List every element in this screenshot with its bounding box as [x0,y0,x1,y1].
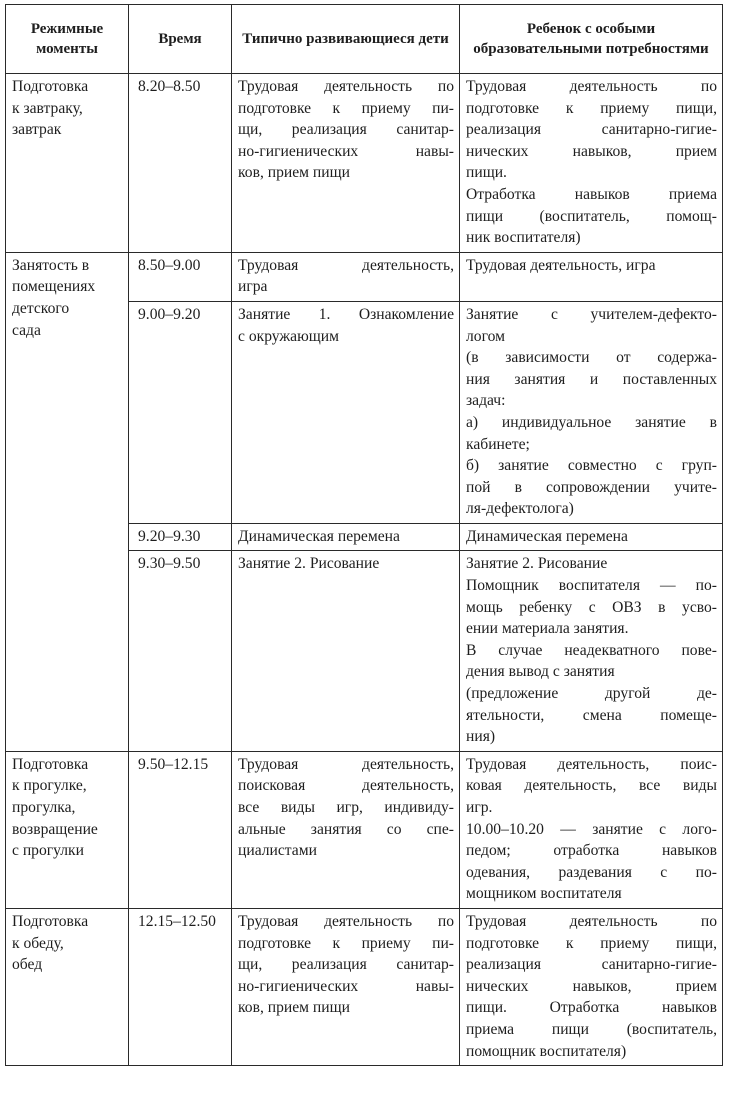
cell-line: к обеду, [12,934,64,952]
cell-line: реализация санитарно-гигие- [466,121,717,139]
cell-line: кабинете; [466,435,530,453]
cell-line: подготовке к приему пи- [238,934,454,952]
typical-cell [232,908,460,1065]
cell-line: к прогулке, [12,777,87,795]
regime-cell [6,74,129,253]
cell-line: обед [12,956,43,974]
cell-line: Трудовая деятельность, [238,256,454,274]
cell-line: но-гигиенических навы- [238,977,454,995]
table-row [6,74,723,253]
time-cell: 9.20–9.30 [129,523,232,551]
time-cell: 9.00–9.20 [129,301,232,523]
cell-line: щи, реализация санитар- [238,956,454,974]
time-cell: 9.50–12.15 [129,751,232,908]
typical-cell [232,301,460,523]
cell-line: пищи (воспитатель, помощ- [466,207,717,225]
cell-line: ков, прием пищи [238,999,350,1017]
cell-line: к завтраку, [12,99,83,117]
cell-line: реализация санитарно-гигие- [466,956,717,974]
header-special: Ребенок с особыми образовательными потребностями [460,5,723,74]
cell-line: Трудовая деятельность, [238,755,454,773]
cell-line: ния) [466,728,496,746]
cell-line: В случае неадекватного пове- [466,641,717,659]
regime-table [5,4,723,1066]
cell-line: с прогулки [12,842,84,860]
cell-line: дения вывод с занятия [466,663,615,681]
cell-line: пищи. Отработка навыков [466,999,717,1017]
cell-line: Подготовка [12,912,89,930]
cell-line: Подготовка [12,78,89,95]
cell-line: пищи. [466,164,507,182]
cell-line: Трудовая деятельность по [466,912,717,930]
typical-cell [232,252,460,301]
cell-line: ков, прием пищи [238,164,350,182]
header-typical: Типично развивающиеся дети [232,5,460,74]
cell-line: но-гигиенических навы- [238,142,454,160]
special-cell [460,523,723,551]
regime-cell [6,751,129,908]
cell-line: Динамическая перемена [238,527,400,545]
cell-line: ятельности, смена помеще- [466,706,717,724]
regime-cell [6,908,129,1065]
cell-line: Трудовая деятельность по [466,78,717,95]
table-row [6,252,723,301]
cell-line: альные занятия со спе- [238,820,454,838]
cell-line: помощник воспитателя) [466,1042,627,1060]
cell-line: Занятие 2. Рисование [466,555,608,573]
cell-line: Динамическая перемена [466,527,628,545]
cell-line: одевания, раздевания с по- [466,863,717,881]
cell-line: Трудовая деятельность по [238,78,454,95]
cell-line: подготовке к приему пи- [238,99,454,117]
cell-line: Занятость в [12,256,90,274]
cell-line: завтрак [12,121,62,139]
cell-line: Занятие 2. Рисование [238,555,380,573]
special-cell [460,751,723,908]
time-cell: 8.50–9.00 [129,252,232,301]
cell-line: игр. [466,799,493,816]
cell-line: мощь ребенку с ОВЗ в усво- [466,598,717,616]
special-cell [460,301,723,523]
table-row [6,751,723,908]
cell-line: Отработка навыков приема [466,185,717,203]
cell-line: педом; отработка навыков [466,842,717,860]
cell-line: щи, реализация санитар- [238,121,454,139]
cell-line: ковая деятельность, все виды [466,777,717,795]
cell-line: возвращение [12,820,98,838]
special-cell [460,74,723,253]
cell-line: поисковая деятельность, [238,777,454,795]
cell-line: детского [12,299,70,317]
cell-line: Трудовая деятельность, поис- [466,755,717,773]
cell-line: 10.00–10.20 — занятие с лого- [466,820,717,838]
cell-line: нических навыков, прием [466,977,717,995]
cell-line: сада [12,321,41,339]
cell-line: (в зависимости от содержа- [466,349,717,367]
table-header-row [6,5,723,74]
cell-line: прогулка, [12,799,76,816]
typical-cell [232,751,460,908]
regime-cell [6,252,129,751]
cell-line: Помощник воспитателя — по- [466,577,717,595]
cell-line: Занятие с учителем-дефекто- [466,305,717,323]
cell-line: помещениях [12,278,96,296]
header-regime: Режимные моменты [6,5,129,74]
typical-cell [232,551,460,751]
cell-line: Трудовая деятельность по [238,912,454,930]
cell-line: Трудовая деятельность, игра [466,256,656,274]
cell-line: (предложение другой де- [466,685,717,703]
cell-line: игра [238,278,268,296]
cell-line: подготовке к приему пищи, [466,99,717,117]
header-time: Время [129,5,232,74]
cell-line: циалистами [238,842,317,860]
cell-line: логом [466,327,505,345]
special-cell [460,252,723,301]
cell-line: ния занятия и поставленных [466,370,717,388]
table-row [6,908,723,1065]
time-cell: 12.15–12.50 [129,908,232,1065]
cell-line: Подготовка [12,755,89,773]
cell-line: б) занятие совместно с груп- [466,457,717,475]
cell-line: Занятие 1. Ознакомление [238,305,454,323]
cell-line: все виды игр, индивиду- [238,799,454,816]
cell-line: мощником воспитателя [466,885,622,903]
typical-cell [232,523,460,551]
special-cell [460,908,723,1065]
cell-line: приема пищи (воспитатель, [466,1020,717,1038]
cell-line: с окружающим [238,327,339,345]
cell-line: а) индивидуальное занятие в [466,413,717,431]
time-cell: 9.30–9.50 [129,551,232,751]
special-cell [460,551,723,751]
cell-line: подготовке к приему пищи, [466,934,717,952]
cell-line: пой в сопровождении учите- [466,478,717,496]
cell-line: нических навыков, прием [466,142,717,160]
cell-line: ник воспитателя) [466,229,581,247]
cell-line: ля-дефектолога) [466,500,574,518]
cell-line: задач: [466,392,506,410]
cell-line: ении материала занятия. [466,620,629,638]
time-cell: 8.20–8.50 [129,74,232,253]
typical-cell [232,74,460,253]
